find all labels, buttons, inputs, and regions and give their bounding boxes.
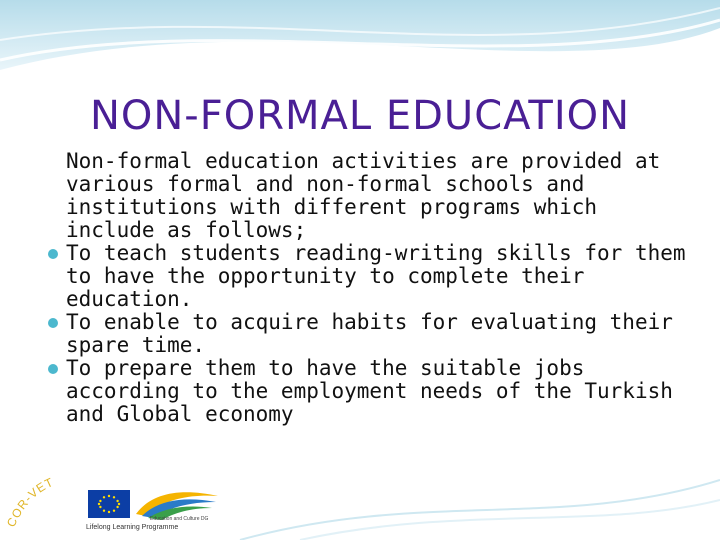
lifelong-learning-caption: Lifelong Learning Programme xyxy=(86,524,179,531)
svg-text:COR-VET xyxy=(4,475,56,529)
bullet-text: To teach students reading-writing skills for them to have the opportunity to complete their education. xyxy=(66,241,686,311)
bullet-item xyxy=(46,357,686,426)
intro-paragraph: Non-formal education activities are provided at various formal and non-formal schools and institutions with different programs which include as follows; xyxy=(66,149,661,242)
corvet-logo-text: COR-VET xyxy=(4,474,56,530)
corvet-logo xyxy=(4,466,84,536)
bullet-item xyxy=(46,311,686,357)
eu-flag-icon xyxy=(88,490,130,518)
bullet-list xyxy=(46,242,686,426)
header-wave-background xyxy=(0,0,720,90)
bullet-text: To enable to acquire habits for evaluating their spare time. xyxy=(66,310,673,357)
slide-title: NON-FORMAL EDUCATION xyxy=(89,93,631,139)
bullet-text: To prepare them to have the suitable jobs according to the employment needs of the Turkish and Global economy xyxy=(66,356,673,426)
bullet-dot-icon xyxy=(48,318,58,328)
bullet-dot-icon xyxy=(48,364,58,374)
bullet-dot-icon xyxy=(48,249,58,259)
eac-caption: Education and Culture DG xyxy=(150,516,209,522)
bullet-item xyxy=(46,242,686,311)
slide-body xyxy=(46,150,686,426)
